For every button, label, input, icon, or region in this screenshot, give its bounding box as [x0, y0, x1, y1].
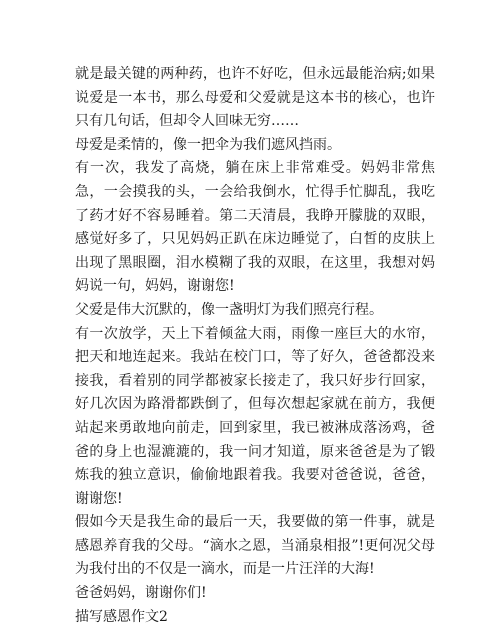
- paragraph-4: 父爱是伟大沉默的，像一盏明灯为我们照亮行程。: [75, 301, 383, 318]
- paragraph-5: 有一次放学，天上下着倾盆大雨，雨像一座巨大的水帘，把天和地连起来。我站在校门口，等了好久，爸爸都没来接我，看着别的同学都被家长接走了，我只好步行回家，好几次因为路滑都跌倒了，但每次想起家就在前方，我便站起来勇敢地向前走，回到家里，我已被淋成落汤鸡，爸爸的身上也湿漉漉的，我一问才知道，原来爸爸是为了锻炼我的独立意识，偷偷地跟着我。我要对爸爸说，爸爸，谢谢您!: [75, 325, 435, 507]
- paragraph-7: 爸爸妈妈，谢谢你们!: [75, 585, 207, 602]
- paragraph-3: 有一次，我发了高烧，躺在床上非常难受。妈妈非常焦急，一会摸我的头，一会给我倒水，忙得手忙脚乱，我吃了药才好不容易睡着。第二天清晨，我睁开朦胧的双眼，感觉好多了，只见妈妈正趴在床边睡觉了，白皙的皮肤上出现了黑眼圈，泪水模糊了我的双眼，在这里，我想对妈妈说一句，妈妈，谢谢您!: [75, 160, 435, 295]
- document-body: [75, 63, 435, 629]
- section-heading: 描写感恩作文2: [75, 608, 168, 625]
- paragraph-6: 假如今天是我生命的最后一天，我要做的第一件事，就是感恩养育我的父母。“滴水之恩，当涌泉相报”!更何况父母为我付出的不仅是一滴水，而是一片汪洋的大海!: [75, 514, 435, 578]
- paragraph-1: 就是最关键的两种药，也许不好吃，但永远最能治病;如果说爱是一本书，那么母爱和父爱就是这本书的核心，也许只有几句话，但却令人回味无穷……: [75, 66, 435, 130]
- paragraph-2: 母爱是柔情的，像一把伞为我们遮风挡雨。: [75, 136, 341, 153]
